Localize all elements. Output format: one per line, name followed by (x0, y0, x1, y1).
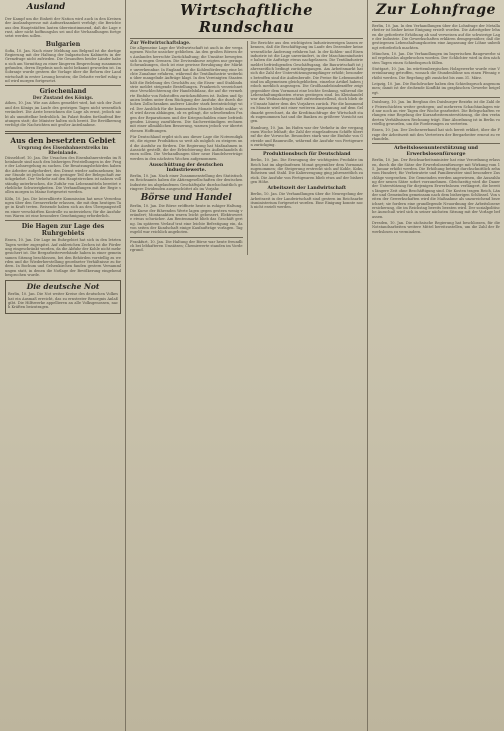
article-text: Berlin, 10. Jan. Nach einer Zusammenstellung des Statistischen Reichsamts haben die Aktiengesellschaften der deutschen Industrie im abgelaufenen Geschäftsjahr durchschnittlich geringere Dividenden ausgeschüttet als im Vorjahr. (130, 173, 243, 191)
article-text: Berlin, 10. Jan. Der Reichsarbeitsminister hat eine Verordnung erlassen, durch die die Sätze der Erwerbslosenfürsorge mit Wirkung vom 15. Januar erhöht werden. Die Erhöhung beträgt durchschnittlich zehn vom Hundert; für Verheiratete und Familienväter sind besondere Zuschläge vorgesehen. Die Gemeinden werden angewiesen, die Auszahlung der neuen Sätze sofort vorzunehmen. Gleichzeitig wird die Dauer der Unterstützung für diejenigen Erwerbslosen verlängert, die bereits längere Zeit ohne Beschäftigung sind. Die Kosten tragen Reich, Länder und Gemeinden gemeinsam nach dem bisherigen Schlüssel. Von seiten der Gewerkschaften wird die Maßnahme als unzureichend bezeichnet; sie fordern eine grundlegende Neuordnung der Arbeitslosenversicherung, die im Reichstag bereits beraten wird. Der sozialpolitische Ausschuß wird sich in seiner nächsten Sitzung mit der Vorlage befassen. (372, 158, 500, 219)
section-title: Wirtschaftliche Rundschau (180, 2, 313, 36)
article-text: Die Berichte aus den wichtigsten Industriezweigen lassen erkennen, daß die Beschäftigung im Laufe des Dezember keine wesentliche Änderung erfahren hat. In der Kohlen- und Eisenindustrie ist die Lage unverändert, in der Maschinenindustrie haben die Aufträge etwas nachgelassen. Die Textilindustrie meldet befriedigenden Geschäftsgang, die Bauwirtschaft ist jahreszeitlich bedingt zurückgegangen. Am Arbeitsmarkt hat sich die Zahl der Unterstützungsempfänger erhöht; besonders betroffen sind die Außenberufe. Die Preise für Lebensmittel sind im allgemeinen gleichgeblieben, einzelne Artikel haben jedoch merklich angezogen. Die Großhandelsindexziffer zeigt gegenüber dem Vormonat eine leichte Senkung, während die Lebenshaltungskosten etwas gestiegen sind. Im Kleinhandel war das Weihnachtsgeschäft zufriedenstellend, doch blieb der Umsatz hinter dem des Vorjahres zurück. Für die kommenden Monate wird mit einer weiteren Anspannung auf dem Geldmarkt gerechnet, da die Kreditnachfrage der Wirtschaft stark zugenommen hat und die Banken zu größerer Vorsicht neigen. (250, 41, 363, 124)
section-heading-besetzte-gebiet: Aus den besetzten Gebiet (10, 135, 116, 145)
article-text: Essen, 10. Jan. Die Lage im Ruhrgebiet hat sich in den letzten Tagen weiter zugespitzt. Auf zahlreichen Zechen ist die Förderung eingeschränkt worden, da die Abfuhr der Kohle nicht mehr gesichert ist. Die Bergarbeiterverbände haben in einer gemeinsamen Sitzung beschlossen, bei den Behörden vorstellig zu werden und die Wiederherstellung geordneter Verhältnisse zu fordern. In Bochum und Gelsenkirchen fanden gestern Versammlungen statt, in denen die Notlage der Bevölkerung eingehend besprochen wurde. (5, 238, 121, 278)
section-heading-landwirtschaft: Arbeitszeit der Landwirtschaft (267, 186, 347, 192)
article-text: Stuttgart, 10. Jan. Im württembergischen Holzgewerbe wurde eine Vereinbarung getroffen, wonach die Stundenlöhne um einen Pfennig erhöht werden. Die Regelung gilt zunächst bis zum 31. März. (372, 67, 500, 80)
ausland-header: Ausland (26, 2, 66, 12)
article-text: Dresden, 10. Jan. Die sächsische Regierung hat beschlossen, für die Notstandsarbeiten weitere Mittel bereitzustellen, um die Zahl der Erwerbslosen zu vermindern. (372, 221, 500, 234)
middle-column (125, 0, 367, 731)
section-heading-arbeitslosen: Arbeitslosenunterstützung und Erwerbslosenfürsorge (393, 145, 479, 157)
section-heading-industriewerte: Ausschüttung der deutschen Industriewerte. (149, 162, 224, 173)
article-text: Sofia, 10. Jan. Nach einer Meldung aus Belgrad ist die dortige Regierung mit der Haltung der bulgarischen Kabinetts in der Grenzfrage nicht zufrieden. Die Gesandten beider Länder haben sich am Vormittag zu einer längeren Besprechung zusammengefunden, deren Ergebnis noch nicht bekannt geworden ist. Im Sobranje wurde gestern die Vorlage über die Reform der Landwirtschaft in erster Lesung beraten; die Debatte verlief ruhig und wird morgen fortgesetzt. (5, 48, 121, 84)
section-heading-produktion: Produktionsbuch für Deutschland (262, 152, 351, 158)
divider (5, 85, 121, 86)
divider (130, 237, 243, 238)
boxed-article (5, 280, 121, 313)
section-heading-bulgarien: Bulgarien (45, 40, 81, 48)
section-heading-ruhrgebiet: Die Hagen zur Lage des Ruhrgebiets (21, 223, 105, 238)
box-heading: Die deutsche Not (26, 282, 100, 292)
section-subheading: Der Zustand des Königs. (32, 96, 94, 102)
article-text: München, 10. Jan. Die Verhandlungen im bayerischen Baugewerbe sind ergebnislos abgebrochen worden. Der Schlichter wird in den nächsten Tagen einen Schiedsspruch fällen. (372, 52, 500, 65)
article-text: Berlin, 10. Jan. Die Not weiter Kreise des deutschen Volkes hat ein Ausmaß erreicht, das zu ernstester Besorgnis Anlaß gibt. Die Hilfswerke appellieren an alle Volksgenossen, nach Kräften beizutragen. (8, 292, 118, 310)
article-text: Essen, 10. Jan. Der Zechenverband hat sich bereit erklärt, über die Frage der Arbeitszeit mit den Vertretern der Bergarbeiter erneut zu verhandeln. (372, 128, 500, 141)
middle-subcolumn-right (247, 41, 364, 255)
article-text: Köln, 10. Jan. Die Interalliierte Kommission hat neue Verordnungen über den Grenzverkehr erlassen, die mit dem heutigen Tage in Kraft treten. Reisende haben sich an den Übergangsstellen einer verschärften Kontrolle zu unterziehen; für die Ausfuhr von Waren ist eine besondere Genehmigung erforderlich. (5, 196, 121, 218)
article-text: Berlin, 10. Jan. In den Verhandlungen über die Lohnfrage der Metallarbeiter ist bisher keine Einigung erzielt worden. Die Arbeitgeber lehnen die geforderte Erhöhung ab und verweisen auf die schwierige Lage der Industrie. Die Gewerkschaften erklären demgegenüber, daß die gestiegenen Lebenshaltungskosten eine Anpassung der Löhne unbedingt erforderlich machten. (372, 24, 500, 50)
article-text: Hamburg, 10. Jan. Im Hafen war der Verkehr in der vergangenen Woche lebhaft; die Zahl der eingelaufenen Schiffe übertraf die der Vorwoche. Besonders stark war die Einfuhr von Getreide und Baumwolle, während die Ausfuhr von Fertigwaren zurückging. (250, 125, 363, 147)
divider (372, 21, 500, 22)
section-title: Zur Lohnfrage (376, 2, 496, 18)
section-heading-boerse: Börse und Handel (140, 193, 232, 204)
right-column (367, 0, 504, 731)
article-text: Berlin, 10. Jan. Die Börse eröffnete heute in ruhiger Haltung. Die Kurse der führenden Werte lagen gegen gestern wenig verändert; Montanaktien waren leicht gebessert, Elektrowerte etwas schwächer. Am Rentenmarkt blieb das Geschäft gering. Im späteren Verlauf trat eine leichte Befestigung ein, da von seiten der Kundschaft einige Kaufaufträge vorlagen. Tagesgeld war reichlich angeboten. (130, 204, 243, 235)
article-text: Berlin, 10. Jan. Die Erzeugung der wichtigsten Produkte im Reich hat im abgelaufenen Monat gegenüber dem Vormonat zugenommen; die Steigerung erstreckt sich auf Kohle, Koks, Roheisen und Stahl. Die Kalierzeugung ging jahreszeitlich zurück. Die Ausfuhr von Fertigwaren blieb etwa auf der bisherigen Höhe. (250, 158, 363, 184)
article-text: Der Kampf um die Einheit der Nation wird auch in den Kreisen der Auslandspresse mit Aufmerksamkeit verfolgt; die Berichte aus den Hauptstädten lauten übereinstimmend, daß die Lage ernst, aber nicht hoffnungslos sei und die Verhandlungen fortgesetzt werden sollen. (5, 17, 121, 39)
section-heading-griechenland: Griechenland (39, 88, 87, 96)
divider (5, 131, 121, 134)
article-text: Duisburg, 10. Jan. Im Bergbau des Duisburger Bezirks ist die Zahl der Feierschichten weiter gestiegen; auf mehreren Schachtanlagen wird nur noch an vier Tagen der Woche gearbeitet. Die Belegschaften verlangen eine Regelung der Kurzarbeiterunterstützung, die den veränderten Verhältnissen Rechnung trägt. Eine Abordnung ist in Berlin vorstellig geworden, um die Forderungen zu vertreten. (372, 100, 500, 126)
left-column (0, 0, 125, 731)
middle-subcolumn-left (130, 41, 243, 255)
divider (130, 38, 363, 39)
article-text: Athen, 10. Jan. Wie aus Athen gemeldet wird, hat sich der Zustand des Königs im Laufe des gestrigen Tages nicht wesentlich verändert. Die Ärzte bezeichnen die Lage als ernst, jedoch nicht als unmittelbar bedrohlich. Im Palast finden fortlaufend Beratungen statt; die Minister halten sich bereit. Die Bevölkerung verfolgt die Nachrichten mit großer Anteilnahme. (5, 101, 121, 128)
article-text: Frankfurt, 10. Jan. Die Haltung der Börse war heute freundlich bei lebhafteren Umsätzen; Chemiewerte standen im Vordergrund. (130, 239, 243, 253)
divider (5, 220, 121, 221)
divider (372, 97, 500, 98)
divider (251, 149, 364, 150)
section-subheading: Zur Weltwirtschaftslage. (130, 41, 191, 46)
article-text: Berlin, 10. Jan. Die Verhandlungen über die Neuregelung der Arbeitszeit in der Landwirtschaft sind gestern im Reichsarbeitsministerium fortgesetzt worden. Eine Einigung konnte noch nicht erzielt werden. (250, 192, 363, 210)
article-text: Für Deutschland ergibt sich aus dieser Lage die Notwendigkeit, die eigene Produktion so weit als möglich zu steigern und die Ausfuhr zu fördern. Die Regierung hat Maßnahmen in Aussicht gestellt, die der Erleichterung des Außenhandels dienen sollen. Die Verhandlungen über neue Handelsverträge werden in den nächsten Wochen aufgenommen. (130, 134, 243, 161)
article-text: Die allgemeine Lage der Weltwirtschaft ist auch in der vergangenen Woche unsicher geblieben. An den großen Börsen des Auslandes herrschte Zurückhaltung; die Umsätze bewegten sich in engen Grenzen. Die Devisenkurse zeigten nur geringe Schwankungen, doch ist eine gewisse Beruhigung der Märkte unverkennbar. In England hat die Kohlenförderung eine leichte Zunahme erfahren, während die Textilindustrie weiterhin über mangelnde Aufträge klagt. In den Vereinigten Staaten hält die Belebung des Geschäfts an; die Eisen- und Stahlindustrie meldet steigende Bestellungen. Frankreich verzeichnet eine Verschlechterung der Handelsbilanz, die auf die vermehrte Einfuhr von Rohstoffen zurückzuführen ist. Italien und Spanien leiden unter dem Rückgang der Ausfuhr, die durch die hohen Zollschranken anderer Länder stark beeinträchtigt wird. Der Ausblick für die kommenden Monate bleibt unklar; viel wird davon abhängen, ob es gelingt, die schwebenden Fragen der Reparationen und der Kriegsschulden einer befriedigenden Lösung zuzuführen. Die Sachverständigen rechnen mit einer allmählichen Besserung, warnen jedoch vor übertriebenen Hoffnungen. (130, 46, 243, 133)
section-subheading: Ursprung des Eisenbahnerstreiks im Rheinlande. (17, 145, 109, 156)
article-text: Leipzig, 10. Jan. Die Buchdrucker haben den Schiedsspruch angenommen; damit ist der drohende Konflikt im graphischen Gewerbe beigelegt. (372, 82, 500, 95)
article-text: Düsseldorf, 10. Jan. Die Ursachen des Eisenbahnerstreiks im Rheinlande sind nach den bisherigen Feststellungen in der Frage der Lohnregelung zu suchen. Die Besatzungsbehörden haben die Arbeiter aufgefordert, den Dienst wieder aufzunehmen; bis zur Stunde ist jedoch nur ein geringer Teil der Belegschaft zurückgekehrt. Der Verkehr auf den Hauptstrecken ist nahezu vollständig unterbrochen, die Zufuhr von Lebensmitteln bereitet erhebliche Schwierigkeiten. Die Verhandlungen mit der Regie sollen morgen in Mainz fortgesetzt werden. (5, 155, 121, 195)
